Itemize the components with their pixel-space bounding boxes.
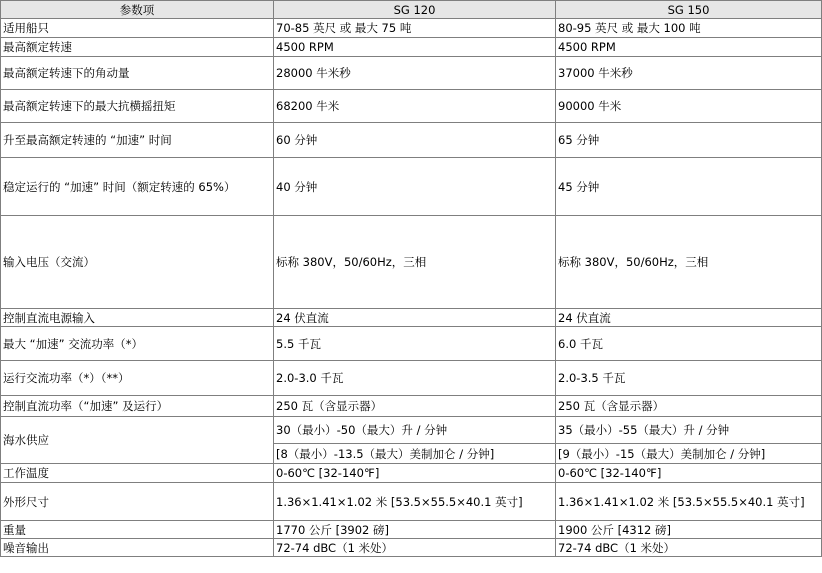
sg150-value: 1.36×1.41×1.02 米 [53.5×55.5×40.1 英寸] — [556, 483, 822, 521]
row-label: 最高额定转速下的最大抗横摇扭矩 — [1, 90, 274, 123]
sg150-value: 1900 公斤 [4312 磅] — [556, 521, 822, 539]
table-row — [1, 158, 822, 216]
sg150-value: 90000 牛米 — [556, 90, 822, 123]
sg120-value: 250 瓦（含显示器） — [274, 396, 556, 417]
table-row — [1, 90, 822, 123]
sg120-value — [274, 417, 556, 464]
header-param: 参数项 — [1, 1, 274, 19]
table-row — [1, 483, 822, 521]
sg150-value: 0-60℃ [32-140℉] — [556, 464, 822, 483]
row-label: 噪音输出 — [1, 539, 274, 557]
table-row — [1, 417, 822, 464]
sg120-value: 4500 RPM — [274, 38, 556, 57]
row-label: 工作温度 — [1, 464, 274, 483]
sg150-value: 250 瓦（含显示器） — [556, 396, 822, 417]
table-row — [1, 19, 822, 38]
table-row — [1, 361, 822, 396]
row-label: 升至最高额定转速的 “加速” 时间 — [1, 123, 274, 158]
sg120-value: 24 伏直流 — [274, 309, 556, 327]
seawater-stack — [274, 417, 555, 463]
row-label: 稳定运行的 “加速” 时间（额定转速的 65%） — [1, 158, 274, 216]
header-row — [1, 1, 822, 19]
table-row — [1, 309, 822, 327]
header-sg150: SG 150 — [556, 1, 822, 19]
table-row — [1, 216, 822, 309]
seawater-gpm: [8（最小）-13.5（最大）美制加仑 / 分钟] — [274, 443, 555, 463]
sg120-value: 72-74 dBC（1 米处） — [274, 539, 556, 557]
sg150-value: 6.0 千瓦 — [556, 327, 822, 361]
row-label: 外形尺寸 — [1, 483, 274, 521]
table-row — [1, 327, 822, 361]
sg120-value: 60 分钟 — [274, 123, 556, 158]
sg150-value: 2.0-3.5 千瓦 — [556, 361, 822, 396]
sg120-value: 28000 牛米秒 — [274, 57, 556, 90]
header-sg120: SG 120 — [274, 1, 556, 19]
sg120-value: 40 分钟 — [274, 158, 556, 216]
row-label: 适用船只 — [1, 19, 274, 38]
row-label: 控制直流功率（“加速” 及运行） — [1, 396, 274, 417]
sg150-value: 24 伏直流 — [556, 309, 822, 327]
row-label: 海水供应 — [1, 417, 274, 464]
sg150-value: 标称 380V，50/60Hz，三相 — [556, 216, 822, 309]
table-row — [1, 123, 822, 158]
row-label: 控制直流电源输入 — [1, 309, 274, 327]
row-label: 重量 — [1, 521, 274, 539]
sg150-value: 45 分钟 — [556, 158, 822, 216]
row-label: 最高额定转速下的角动量 — [1, 57, 274, 90]
row-label: 运行交流功率（*）（**） — [1, 361, 274, 396]
sg120-value: 标称 380V，50/60Hz，三相 — [274, 216, 556, 309]
sg150-value: 80-95 英尺 或 最大 100 吨 — [556, 19, 822, 38]
sg150-value: 4500 RPM — [556, 38, 822, 57]
table-row — [1, 464, 822, 483]
sg150-value: 72-74 dBC（1 米处） — [556, 539, 822, 557]
sg150-value: 37000 牛米秒 — [556, 57, 822, 90]
seawater-lpm: 35（最小）-55（最大）升 / 分钟 — [558, 423, 730, 437]
row-label: 最大 “加速” 交流功率（*） — [1, 327, 274, 361]
sg150-value: 65 分钟 — [556, 123, 822, 158]
sg120-value: 70-85 英尺 或 最大 75 吨 — [274, 19, 556, 38]
table-row — [1, 38, 822, 57]
seawater-stack — [556, 417, 821, 463]
sg120-value: 0-60℃ [32-140℉] — [274, 464, 556, 483]
table-row — [1, 521, 822, 539]
table-row — [1, 57, 822, 90]
table-row — [1, 396, 822, 417]
sg150-value — [556, 417, 822, 464]
row-label: 最高额定转速 — [1, 38, 274, 57]
seawater-gpm: [9（最小）-15（最大）美制加仑 / 分钟] — [556, 443, 821, 463]
table-row — [1, 539, 822, 557]
row-label: 输入电压（交流） — [1, 216, 274, 309]
sg120-value: 1770 公斤 [3902 磅] — [274, 521, 556, 539]
seawater-lpm: 30（最小）-50（最大）升 / 分钟 — [276, 423, 448, 437]
sg120-value: 2.0-3.0 千瓦 — [274, 361, 556, 396]
sg120-value: 1.36×1.41×1.02 米 [53.5×55.5×40.1 英寸] — [274, 483, 556, 521]
sg120-value: 68200 牛米 — [274, 90, 556, 123]
sg120-value: 5.5 千瓦 — [274, 327, 556, 361]
